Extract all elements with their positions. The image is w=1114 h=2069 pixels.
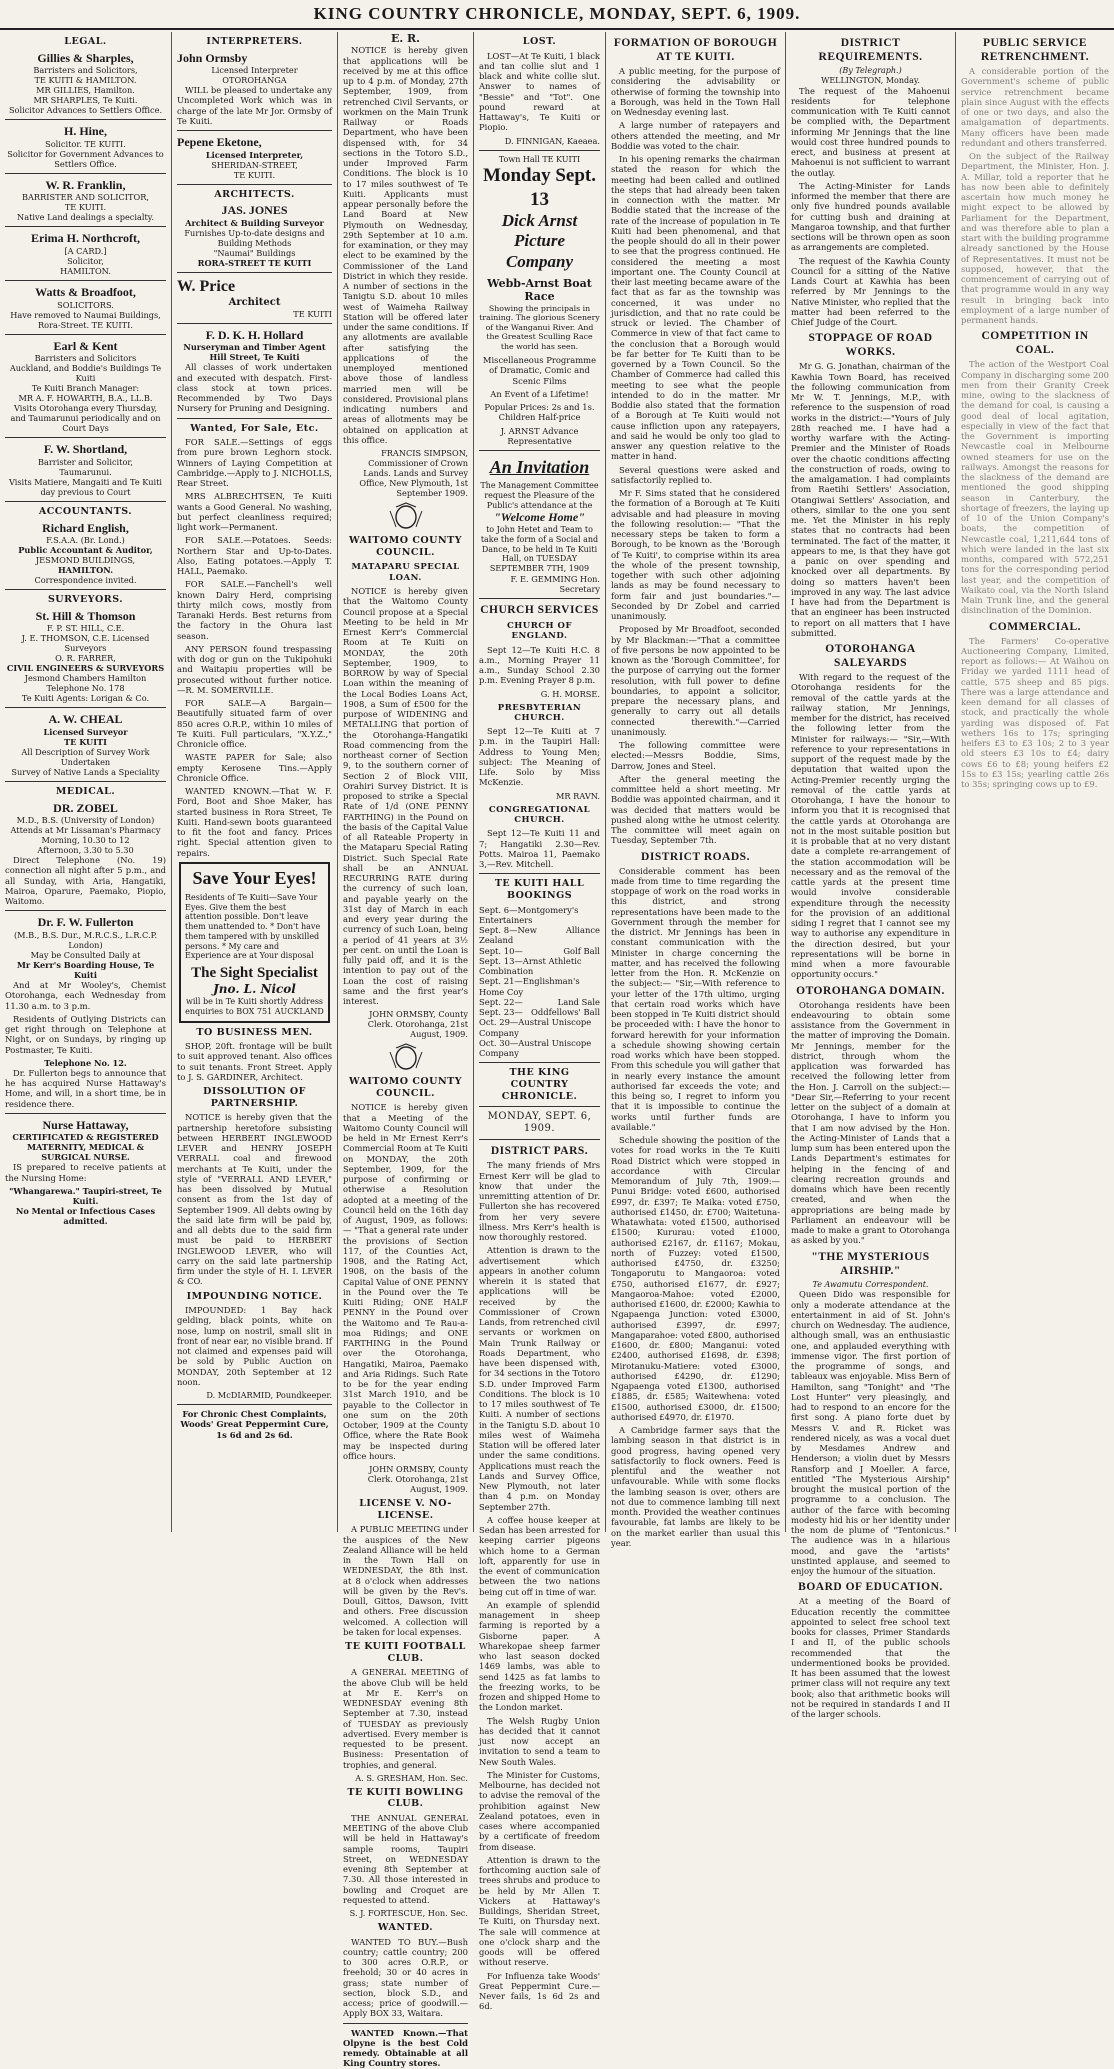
retrenchment-heading: PUBLIC SERVICE RETRENCHMENT.	[980, 37, 1090, 64]
booking-row	[479, 1038, 600, 1059]
card-line: MR A. F. HOWARTH, B.A., LL.B.	[18, 393, 153, 404]
column-7: PUBLIC SERVICE RETRENCHMENT. A considerable portion of the Government's scheme of public service retrenchment became plain since August with the effects of one or two days, and also the amalgamation of departments. Many officers have been made redundant and others transferred. On the subject of the Railway Department, the Minister, Hon. J. A. Millar, told a reporter that he has now been able to definitely ascertain how much money he might expect to be allowed by Parliament for the Department, and was therefore able to plan a start with the building programme already sanctioned by the House of Representatives. It must not be supposed, however, that the commencement of carrying out of that programme would in any way result in bringing back into employment of a large number of permanent hands. COMPETITION IN COAL. The action of the Westport Coal Company in discharging some 200 men from their Granity Creek mine, owing to the slackness of the demand for coal, is causing a good deal of local agitation, especially in view of the fact that the Government is importing Newcastle coal in Melbourne owned steamers for use on the railways. Amongst the reasons for the slackness of the demand are mentioned the good shipping season in Canterbury, the shortage of freezers, the laying up of 10 of the Union Company's boats, the competition of Newcastle coal, 1,211,644 tons of which were landed in the last six months, compared with 572,251 tons for the corresponding period last year, and the competition of Waikato coal, via the North Island Main Trunk line, and the general disinclination of the Dominion. COMMERCIAL. The Farmers' Co-operative Auctioneering Company, Limited, report as follows:— At Waihou on Friday we yarded 1111 head of cattle, 575 sheep and 85 pigs. There was a large attendance and keen demand for all classes of stock, and practically the whole yarding was disposed of. Fat wethers 16s to 17s; springing heifers £3 to £3 10s; 2 to 3 year old steers £3 10s to £4; dairy cows £6 to £8; young heifers £2 15s to £3 15s; yearling cattle 26s to 35s; springing cows up to £9.	[961, 37, 1109, 790]
booking-event: Oct. 29—Austral Uniscope Company	[479, 1017, 592, 1038]
paragraph: The Acting-Minister for Lands informed the member that there are only five hundred pounds available for cutting bush and draining at Mangaroa township, and that further sections will be thrown open as soon as arrangements are completed.	[791, 180, 950, 253]
paragraph: The request of the Kawhia County Council for a sitting of the Native Lands Court at Kawhia has been referred by Mr Jennings to the Native Minister, who replied that the matter had been referred to the Chief Judge of the Court.	[791, 255, 950, 328]
section-impounding: IMPOUNDING NOTICE.	[186, 1290, 323, 1302]
section-architects: ARCHITECTS.	[214, 188, 295, 200]
card-line: Te Kuiti Branch Manager:	[31, 383, 140, 394]
card-fullerton: Dr. F. W. Fullerton (M.B., B.S. Dur., M.R.C.S., L.R.C.P. London) May be Consulted Daily at Mr Kerr's Boarding House, Te Kuiti And at Mr Wooley's, Chemist Otorohanga, each Wednesday from 11.30 a.m. to 3 p.m. Residents of Outlying Districts can get right through on Telephone at Night, or on Sundays, by ringing up Postmaster, Te Kuiti. Telephone No. 12. Dr. Fullerton begs to announce that he has acquired Nurse Hattaway's Home, and will, in a short time, be in residence there.	[5, 915, 166, 1109]
card-ormsby: John Ormsby Licensed Interpreter OTOROHANGA WILL be pleased to undertake any Uncompleted Work which was in charge of the late Mr Jor. Ormsby of Te Kuiti.	[177, 50, 332, 126]
card-line: Have removed to Naumai Buildings,	[10, 309, 161, 320]
paragraph: The Minister for Customs, Melbourne, has decided not to advise the removal of the prohibition against New Zealand potatoes, even in cases where accompanied by a certificate of freedom from disease.	[479, 1769, 600, 1852]
classified-ad: WASTE PAPER for Sale; also empty Kerosene Tins.—Apply Chronicle Office.	[177, 752, 332, 783]
paper-name: THE KING COUNTRY CHRONICLE.	[501, 1067, 578, 1102]
card-name: F. W. Shortland,	[43, 442, 128, 457]
education-heading: BOARD OF EDUCATION.	[798, 1581, 943, 1594]
bowling-heading: TE KUITI BOWLING CLUB.	[347, 1786, 464, 1810]
paragraph: A Cambridge farmer says that the lambing season in that district is in good progress, having opened very satisfactorily to flock owners. Feed is plentiful and the weather not unfavourable. While with some flocks the lambing season is over, others are not due to commence lambing till next month. Provided the weather continues favourable, fat lambs are likely to be on the market earlier than usual this year.	[611, 1425, 780, 1548]
picture-company-ad: Town Hall TE KUITI Monday Sept. 13 Dick Arnst Picture Company Webb-Arnst Boat Race Showing the principals in training. The glorious Scenery of the Wanganui River. And the Greatest Sculling Race the world has seen. Miscellaneous Programme of Dramatic, Comic and Scenic Films An Event of a Lifetime! Popular Prices: 2s and 1s. Children Half-price J. ARNST Advance Representative	[479, 154, 600, 446]
mataparu-loan-text: NOTICE is hereby given that the Waitomo County Council propose at a Special Meeting to be held in Mr Ernest Kerr's Commercial Room at Te Kuiti on MONDAY, the 20th September, 1909, to BORROW by way of Special Loan within the meaning of the Local Bodies Loans Act, 1908, a Sum of £500 for the purpose of WIDENING and METALLING that portion of the Otorohanga-Hangatiki Road commencing from the northeast corner of Section 9, to the southern corner of Section 2 of Block VIII, Orahiri Survey District. It is proposed to strike a Special Rate of 1/d (ONE PENNY FARTHING) in the Pound on the basis of the Capital Value of all Rateable Property in the Mataparu Special Rating District. Such Special Rate shall be an ANNUAL RECURRING RATE during the currency of such loan, and payable yearly on the 31st day of March in each and every year during the currency of such Loan, being a period of 41 years at 3½ per cent. on until the Loan is fully paid off, and it is the intention to pay out of the Loan the cost of raising same and the first year's interest.	[343, 586, 468, 1007]
district-pars-heading: DISTRICT PARS.	[490, 1145, 589, 1158]
card-line: Barristers and Solicitors,	[33, 65, 138, 76]
section-accountants: ACCOUNTANTS.	[38, 505, 133, 517]
section-medical: MEDICAL.	[55, 785, 116, 797]
card-line: Solicitor for Government Advances to Settlers Office.	[7, 148, 164, 169]
paragraph: A public meeting, for the purpose of considering the advisability or otherwise of forming the township into a Borough, was held in the Town Hall on Wednesday evening last.	[611, 66, 780, 118]
hall-bookings-heading: TE KUITI HALL BOOKINGS	[494, 878, 585, 902]
column-2: INTERPRETERS. John Ormsby Licensed Interpreter OTOROHANGA WILL be pleased to undertake any Uncompleted Work which was in charge of the late Mr Jor. Ormsby of Te Kuiti. Pepene Eketone, Licensed Interpreter, SHERIDAN-STREET, TE KUITI. ARCHITECTS. JAS. JONES Architect & Building Surveyor Furnishes Up-to-date designs and Building Methods "Naumai" Buildings RORA-STREET TE KUITI W. Price Architect TE KUITI F. D. K. H. Hollard Nurseryman and Timber Agent Hill Street, Te Kuiti All classes of work undertaken and executed with despatch. First-class stock at town prices. Recommended by Two Days Nursery for Pruning and Designing. Wanted, For Sale, Etc. FOR SALE.—Settings of eggs from pure brown Leghorn stock. Winners of Laying Competition at Cambridge.—Apply to J. NICHOLLS, Rear Street. MRS ALBRECHTSEN, Te Kuiti wants a Good General. No washing, but perfect cleanliness required; light work—Permanent. FOR SALE.—Potatoes. Seeds: Northern Star and Up-to-Dates. Also, Eating potatoes.—Apply T. HALL, Paemako. FOR SALE.—Fanchell's well known Dairy Herd, comprising thirty milch cows, mostly from Taranaki Herds. Best returns from the factory in the Ohura last season. ANY PERSON found trespassing with dog or gun on the Tukipohuki and Waitapiu properties will be prosecuted without further notice.—R. M. SOMERVILLE. FOR SALE—A Bargain—Beautifully situated farm of over 850 acres O.R.P., within 10 miles of Te Kuiti. Full particulars, "X.Y.Z.," Chronicle office. WASTE PAPER for Sale; also empty Kerosene Tins.—Apply Chronicle Office. WANTED KNOWN.—That W. F. Ford, Boot and Shoe Maker, has started business in Rora Street, Te Kuiti. Hand-sewn boots guaranteed to fit the foot and fancy. Prices right. Special attention given to repairs. Save Your Eyes! Residents of Te Kuiti—Save Your Eyes. Give them the best attention possible. Don't leave them unattended to. * Don't have them tampered with by unskilled persons. * My care and Experience are at Your disposal The Sight Specialist Jno. L. Nicol will be in Te Kuiti shortly Address enquiries to BOX 751 AUCKLAND TO BUSINESS MEN. SHOP, 20ft. frontage will be built to suit approved tenant. Also offices to suit tenants. Front Street. Apply to J. S. GARDINER, Architect. DISSOLUTION OF PARTNERSHIP. NOTICE is hereby given that the partnership heretofore subsisting between HERBERT INGLEWOOD LEVER and HENRY JOSEPH VERRALL coal and firewood merchants at Te Kuiti, under the style of "VERRALL AND LEVER," has been dissolved by Mutual consent as from the 1st day of September 1909. All debts owing by the said late firm will be paid by, and all debts due to the said firm must be paid to HERBERT INGLEWOOD LEVER, who will carry on the said late partnership firm under the style of H. I. LEVER & CO. IMPOUNDING NOTICE. IMPOUNDED: 1 Bay hack gelding, black points, white on nose, lump on nostril, small slit in front of near ear, no visible brand. If not claimed and expenses paid will be sold by Public Auction on MONDAY, 20th September at 12 noon. D. McDIARMID, Poundkeeper. For Chronic Chest Complaints, Woods' Great Peppermint Cure, 1s 6d and 2s 6d.	[172, 32, 338, 1532]
card-jones: JAS. JONES Architect & Building Surveyor Furnishes Up-to-date designs and Building Methods "Naumai" Buildings RORA-STREET TE KUITI	[184, 203, 325, 269]
card-english: Richard English, F.S.A.A. (Br. Lond.) Public Accountant & Auditor, JESMOND BUILDINGS, HAMILTON. Correspondence invited.	[18, 520, 153, 586]
card-line: SOLICITORS.	[57, 299, 114, 310]
legal-card	[5, 51, 166, 116]
stoppage-heading: STOPPAGE OF ROAD WORKS.	[808, 332, 933, 359]
card-line: Barrister and Solicitor,	[37, 456, 133, 467]
airship-heading: "THE MYSTERIOUS AIRSHIP."	[811, 1250, 930, 1277]
district-roads-heading: DISTRICT ROADS.	[641, 850, 750, 863]
card-name: H. Hine,	[63, 124, 107, 139]
card-line: Auckland, and Boddie's Buildings Te Kuiti	[9, 363, 162, 384]
classified-ad: WANTED KNOWN.—That W. F. Ford, Boot and Shoe Maker, has started business in Rora Street, Te Kuiti. Hand-sewn boots guaranteed to fit the foot and fancy. Prices right. Special attention given to repairs.	[177, 786, 332, 858]
paragraph: Proposed by Mr Broadfoot, seconded by Mr Blackman:—"That a committee of five persons be now appointed to be known as the 'Borough Committee', for the purpose of carrying out the former resolution, with full power to define boundaries, to appoint a solicitor, prepare the necessary plans, and generally to carry out all details connected therewith."—Carried unanimously.	[611, 624, 780, 737]
license-heading: LICENSE V. NO-LICENSE.	[359, 1498, 452, 1521]
borough-article	[611, 66, 780, 846]
booking-row	[479, 905, 600, 926]
paragraph: A large number of ratepayers and others attended the meeting, and Mr Boddie was voted to the chair.	[611, 120, 780, 151]
classified-ad: ANY PERSON found trespassing with dog or gun on the Tukipohuki and Waitapiu properties will be prosecuted without further notice.—R. M. SOMERVILLE.	[177, 643, 332, 695]
section-interpreters: INTERPRETERS.	[206, 36, 303, 47]
save-your-eyes-ad: Save Your Eyes! Residents of Te Kuiti—Save Your Eyes. Give them the best attention possible. Don't leave them unattended to. * Don't have them tampered with by unskilled persons. * My care and Experience are at Your disposal The Sight Specialist Jno. L. Nicol will be in Te Kuiti shortly Address enquiries to BOX 751 AUCKLAND	[179, 862, 330, 1023]
section-dissolution: DISSOLUTION OF PARTNERSHIP.	[203, 1086, 306, 1109]
paper-date: MONDAY, SEPT. 6, 1909.	[487, 1111, 592, 1135]
crest-icon	[386, 501, 426, 531]
legal-card	[5, 339, 166, 434]
section-surveyors: SURVEYORS.	[47, 594, 124, 606]
paragraph: In his opening remarks the chairman stated the reason for which the meeting had been called and outlined the steps that had already been taken in connection with the matter. Mr Boddie stated that the increase of the rate of the increase of population in Te Kuiti had been phenomenal, and that the people should do all in their power to see that the progress continued. He considered the meeting a most important one. The County Council at their last meeting became aware of the fact that as far as the township was concerned, it was under no jurisdiction, and that no rate could be struck or levied. The Chamber of Commerce in view of that fact came to the conclusion that a Borough would be far better for Te Kuiti than to be governed by a Town Council. So the Chamber of Commerce had called this meeting to see what the people intended to do in the matter. Mr Boddie also stated that the formation of a Borough at Te Kuiti would not cause infliction upon any ratepayers, and said he would be only too glad to answer any question relative to the matter in hand.	[611, 154, 780, 462]
legal-card	[5, 124, 166, 169]
section-business-men: TO BUSINESS MEN.	[196, 1026, 313, 1038]
paragraph: The request of the Mahoenui residents for telephone communication with Te Kuiti cannot be complied with, the Department informing Mr Jennings that the line would cost three hundred pounds to erect, and business at present at Mahoenui is not sufficient to warrant the outlay.	[791, 85, 950, 178]
card-line: Solicitor. TE KUITI.	[45, 138, 126, 149]
legal-card	[5, 442, 166, 497]
paragraph: After the general meeting the committee held a short meeting. Mr Boddie was appointed chairman, and it was decided that matters would be pushed along withe he utmost celerity. The committee will meet again on Tuesday, September 7th.	[611, 773, 780, 846]
booking-detail: Golf Ball	[563, 945, 600, 956]
booking-event: Sept. 13—Arnst Athletic Combination	[479, 955, 582, 977]
booking-row	[479, 997, 600, 1007]
booking-row	[479, 956, 600, 977]
booking-detail: Oddfellows' Ball	[531, 1007, 600, 1018]
legal-card	[5, 178, 166, 223]
column-1	[0, 32, 172, 1532]
church-services-heading: CHURCH SERVICES	[480, 603, 599, 616]
card-eketone: Pepene Eketone, Licensed Interpreter, SHERIDAN-STREET, TE KUITI.	[177, 135, 304, 180]
card-line: BARRISTER AND SOLICITOR,	[22, 192, 149, 203]
paragraph: A coffee house keeper at Sedan has been arrested for keeping carrier pigeons which home to a German loft, apparently for use in the event of communication between the two nations being cut off in time of war.	[479, 1514, 600, 1597]
card-hattaway: Nurse Hattaway, CERTIFICATED & REGISTERED MATERNITY, MEDICAL & SURGICAL NURSE. IS prepared to receive patients at the Nursing Home: "Whangarewa." Taupiri-street, Te Kuiti. No Mental or Infectious Cases admitted.	[5, 1117, 166, 1226]
olpyne-ad: WANTED Known.—That Olpyne is the best Cold remedy. Obtainable at all King Country stores.	[343, 2027, 468, 2069]
borough-heading: FORMATION OF BOROUGH AT TE KUITI.	[613, 37, 778, 64]
booking-event: Sept. 21—Englishman's Home Coy	[479, 976, 580, 997]
card-line: HAMILTON.	[60, 266, 111, 277]
paragraph: For Influenza take Woods' Great Peppermint Cure.—Never fails, 1s 6d 2s and 6d.	[479, 1970, 600, 2012]
general-rate-text: NOTICE is hereby given that a Meeting of the Waitomo County Council will be held in Mr Ernest Kerr's Commercial Room at Te Kuiti on MONDAY, the 20th September, 1909, for the purpose of confirming or otherwise a Resolution adopted at a meeting of the Council held on the 16th day of August, 1909, as follows:— "That a general rate under the provisions of Section 117, of the Counties Act, 1908, and the Rating Act, 1908, on the basis of the Capital Value of ONE PENNY in the Pound over the Te Kuiti Riding; ONE HALF PENNY in the Pound over the Waitomo and Te Rau-a-moa Ridings; and ONE FARTHING in the Pound over the Otorohanga, Hangatiki, Mairoa, Paemako and Aria Ridings. Such Rate to be for the year ending 31st March 1910, and be payable to the Collector in one sum on the 20th October, 1909 at the County Office, where the Rate Book may be inspected during office hours.	[343, 1102, 468, 1461]
paragraph: The following committee were elected:—Messrs Boddie, Sims, Darrow, Jones and Steel.	[611, 740, 780, 771]
card-line: Rora-Street. TE KUITI.	[38, 319, 133, 330]
card-line: Solicitor,	[67, 256, 104, 267]
card-line: TE KUITI.	[64, 202, 107, 213]
classified-ads	[177, 437, 332, 858]
peppermint-ad: For Chronic Chest Complaints, Woods' Great Peppermint Cure, 1s 6d and 2s 6d.	[180, 1409, 329, 1440]
paragraph: Schedule showing the position of the votes for road works in the Te Kuiti Road District which were stopped in accordance with Circular Memorandum of July 7th, 1909:— Punui Bridge: voted £600, authorised £997, dr. £397; Te Maika: voted £750, authorised £1450, dr. £700; Waitetuna-Whatawhata: voted £1500, authorised £1500; Kururau: voted £1000, authorised £2167, dr. £1167; Mokau, north of Fuzzey: voted £1500, authorised £4750, dr. £3250; Tongaporutu to Mangaoroa: voted £750, authorised £1677, dr. £927; Mangaoroa-Mahoe: voted £2000, authorised £1600, dr. £2000; Kawhia to Ngapaenga Junction: voted £3000, authorised £3997, dr. £997; Mangaparahoe: voted £800, authorised £1600, dr. £800; Manganui: voted £2400, authorised £1698, dr. £398; Mirotanuku-Matiere: voted £3000, authorised £4290, dr. £1290; Ngapaenga voted £1300, authorised £1885, dr. £585; Waitewhena: voted £1500, authorised £3000, dr. £1500; authorised £4970, dr. £1970.	[611, 1135, 780, 1422]
card-line: MR SHARPLES, Te Kuiti.	[33, 95, 138, 106]
paragraph: Considerable comment has been made from time to time regarding the stoppage of work on the road works in this district, and strong representations have been made to the Government through the member for the district. Mr Jennings has been in constant communication with the Minister in charge concerning the matter, and has received the following letter from the Hon. R. McKenzie on the subject:— "Sir,—With reference to your letter of the 17th ultimo, urging that certain road works which have been stopped in Te Kuiti district should be proceeded with: I have the honor to forward herewith for your information a schedule showing showing certain road works which have been stopped. From this schedule you will gather that in nearly every instance the amount authorised far exceeds the vote; and this being so, I regret to inform you that it is impossible to continue the works until further funds are available."	[611, 865, 780, 1132]
invitation-ad: An Invitation The Management Committee request the Pleasure of the Public's attendance at the "Welcome Home" to John Hetet and Team to take the form of a Social and Dance, to be held in Te Kuiti Hall, on TUESDAY SEPTEMBER 7TH, 1909 F. E. GEMMING Hon. Secretary	[480, 457, 600, 594]
card-line: Visits Matiere, Mangaiti and Te Kuiti day previous to Court	[8, 476, 163, 497]
wanted-heading: WANTED.	[377, 1922, 434, 1934]
card-line: Solicitor Advances to Settlers Office.	[8, 105, 163, 116]
district-roads-article	[611, 866, 780, 1549]
impounding-text: IMPOUNDED: 1 Bay hack gelding, black points, white on nose, lump on nostril, small slit in front of near ear, no visible brand. If not claimed and expenses paid will be sold by Public Auction on MONDAY, 20th September at 12 noon.	[177, 1305, 332, 1387]
district-requirements-heading: DISTRICT REQUIREMENTS.	[818, 37, 923, 64]
waitomo-council-heading-1: WAITOMO COUNTY COUNCIL.	[349, 535, 462, 558]
legal-card	[5, 231, 166, 276]
booking-row	[479, 1007, 600, 1017]
card-name: W. R. Franklin,	[45, 177, 126, 192]
classified-ad: MRS ALBRECHTSEN, Te Kuiti wants a Good General. No washing, but perfect cleanliness required; light work—Permanent.	[177, 491, 332, 533]
classified-ad: FOR SALE—A Bargain—Beautifully situated farm of over 850 acres O.R.P., within 10 miles of Te Kuiti. Full particulars, "X.Y.Z.," Chronicle office.	[177, 698, 332, 750]
classified-ad: FOR SALE.—Potatoes. Seeds: Northern Star and Up-to-Dates. Also, Eating potatoes.—Apply T. HALL, Paemako.	[177, 535, 332, 577]
paragraph: Attention is drawn to the forthcoming auction sale of trees shrubs and produce to be held by Mr Allen T. Vickers at Hattaway's Buildings, Sheridan Street, Te Kuiti, on Thursday next. The sale will commence at one o'clock sharp and the goods will be offered without reserve.	[479, 1854, 600, 1968]
hall-bookings-list	[479, 905, 600, 1059]
booking-event: Sept. 10—	[479, 945, 523, 956]
retrenchment-article	[961, 66, 1109, 325]
paragraph: Mr F. Sims stated that he considered the formation of a Borough at Te Kuiti advisable and had pleasure in moving the following resolution:— "That the necessary steps be taken to form a Borough, to be known as the 'Borough of Te Kuiti', to comprise within its area the whole of the present township, together with such other adjoining lands as may be found necessary to form fair and just boundaries."—Seconded by Dr Zobel and carried unanimously.	[611, 488, 780, 622]
column-5	[606, 32, 786, 1548]
card-name: Earl & Kent	[53, 338, 118, 353]
crest-icon	[386, 1042, 426, 1072]
card-line: Native Land dealings a specialty.	[17, 212, 154, 223]
classified-ad: FOR SALE.—Settings of eggs from pure brown Leghorn stock. Winners of Laying Competition at Cambridge.—Apply to J. NICHOLLS, Rear Street.	[177, 437, 332, 489]
booking-detail: Land Sale	[557, 996, 600, 1007]
domain-heading: OTOROHANGA DOMAIN.	[796, 984, 945, 997]
booking-event: Sept. 8—New Zealand	[479, 925, 537, 946]
booking-row	[479, 925, 600, 946]
booking-row	[479, 1017, 600, 1038]
card-cheal: A. W. CHEAL Licensed Surveyor TE KUITI All Description of Survey Work Undertaken Survey of Native Lands a Speciality	[11, 712, 160, 777]
crown-lands-notice: NOTICE is hereby given that applications will be received by me at this office up to 4 p.m. of Monday, 27th September, 1909, from retrenched Civil Servants, or workmen on the Main Trunk Railway or Roads Department, who have been dispensed with, for 34 sections in the Totoro S.D., under Improved Farm Conditions. The block is 10 to 17 miles southwest of Te Kuiti. Applicants must appear personally before the Land Board at New Plymouth on Wednesday, 29th September at 10 a.m. for examination, or they may elect to be examined by the Commissioner of the Land District in which they reside. A number of sections in the Tanigtu S.D. about 10 miles west of Waimeha Railway Station will be offered later under the same conditions. If any allotments are available after satisfying the applications of the unemployed mentioned above those of landless married men will be considered. Provisional plans indicating numbers and areas of allotments may be obtained on application at this office.	[343, 45, 468, 445]
paragraph: On the subject of the Railway Department, the Minister, Hon. J. A. Millar, told a reporter that he has now been able to definitely ascertain how much money he might expect to be allowed by Parliament for the Department, and was therefore able to plan a start with the building programme already sanctioned by the House of Representatives. It must not be supposed, however, that the commencement of carrying out of that programme would in any way result in bringing back into employment of a large number of permanent hands.	[961, 151, 1109, 326]
card-name: Watts & Broadfoot,	[35, 285, 136, 300]
card-hollard: F. D. K. H. Hollard Nurseryman and Timber Agent Hill Street, Te Kuiti All classes of work undertaken and executed with despatch. First-class stock at town prices. Recommended by Two Days Nursery for Pruning and Designing.	[177, 327, 332, 414]
paragraph: The many friends of Mrs Ernest Kerr will be glad to know that under the unremitting attention of Dr. Fullerton she has recovered from her very severe illness. Mrs Kerr's health is now thoroughly restored.	[479, 1160, 600, 1243]
paragraph: An example of splendid management in sheep farming is reported by a Gisborne paper. A Wharekopae sheep farmer who last season docked 1469 lambs, was able to send 1425 as fat lambs to the freezing works, to be frozen and shipped Home to the London market.	[479, 1599, 600, 1713]
card-line: Barristers and Solicitors	[34, 353, 137, 364]
card-name: Gillies & Sharples,	[37, 50, 134, 65]
column-3: E. R. NOTICE is hereby given that applications will be received by me at this office up to 4 p.m. of Monday, 27th September, 1909, from retrenched Civil Servants, or workmen on the Main Trunk Railway or Roads Department, who have been dispensed with, for 34 sections in the Totoro S.D., under Improved Farm Conditions. The block is 10 to 17 miles southwest of Te Kuiti. Applicants must appear personally before the Land Board at New Plymouth on Wednesday, 29th September at 10 a.m. for examination, or they may elect to be examined by the Commissioner of the Land District in which they reside. A number of sections in the Tanigtu S.D. about 10 miles west of Waimeha Railway Station will be offered later under the same conditions. If any allotments are available after satisfying the applications of the unemployed mentioned above those of landless married men will be considered. Provisional plans indicating numbers and areas of allotments may be obtained on application at this office. FRANCIS SIMPSON, Commissioner of Crown Lands. Lands and Survey Office, New Plymouth, 1st September 1909. WAITOMO COUNTY COUNCIL. MATAPARU SPECIAL LOAN. NOTICE is hereby given that the Waitomo County Council propose at a Special Meeting to be held in Mr Ernest Kerr's Commercial Room at Te Kuiti on MONDAY, the 20th September, 1909, to BORROW by way of Special Loan within the meaning of the Local Bodies Loans Act, 1908, a Sum of £500 for the purpose of WIDENING and METALLING that portion of the Otorohanga-Hangatiki Road commencing from the northeast corner of Section 9, to the southern corner of Section 2 of Block VIII, Orahiri Survey District. It is proposed to strike a Special Rate of 1/d (ONE PENNY FARTHING) in the Pound on the basis of the Capital Value of all Rateable Property in the Mataparu Special Rating District. Such Special Rate shall be an ANNUAL RECURRING RATE during the currency of such loan, and payable yearly on the 31st day of March in each and every year during the currency of such Loan, being a period of 41 years at 3½ per cent. on until the Loan is fully paid off, and it is the intention to pay out of the Loan the cost of raising same and the first year's interest. JOHN ORMSBY, County Clerk. Otorohanga, 21st August, 1909. WAITOMO COUNTY COUNCIL. NOTICE is hereby given that a Meeting of the Waitomo County Council will be held in Mr Ernest Kerr's Commercial Room at Te Kuiti on MONDAY, the 20th September, 1909, for the purpose of confirming or otherwise a Resolution adopted at a meeting of the Council held on the 16th day of August, 1909, as follows:— "That a general rate under the provisions of Section 117, of the Counties Act, 1908, and the Rating Act, 1908, on the basis of the Capital Value of ONE PENNY in the Pound over the Te Kuiti Riding; ONE HALF PENNY in the Pound over the Waitomo and Te Rau-a-moa Ridings; and ONE FARTHING in the Pound over the Otorohanga, Hangatiki, Mairoa, Paemako and Aria Ridings. Such Rate to be for the year ending 31st March 1910, and be payable to the Collector in one sum on the 20th October, 1909 at the County Office, where the Rate Book may be inspected during office hours. JOHN ORMSBY, County Clerk. Otorohanga, 21st August, 1909. LICENSE V. NO-LICENSE. A PUBLIC MEETING under the auspices of the New Zealand Alliance will be held in the Town Hall on WEDNESDAY, the 8th inst. at 8 o'clock when addresses will be given by the Rev's. Doull, Gittos, Dawson, Ivitt and others. Free discussion welcomed. A collection will be taken for local expenses. TE KUITI FOOTBALL CLUB. A GENERAL MEETING of the above Club will be held at Mr E. Kerr's on WEDNESDAY evening 8th September at 7.30, instead of TUESDAY as previously advertised. Every member is requested to be present. Business: Presentation of trophies, and general. A. S. GRESHAM, Hon. Sec. TE KUITI BOWLING CLUB. THE ANNUAL GENERAL MEETING of the above Club will be held in Hattaway's sample rooms, Taupiri Street, on WEDNESDAY evening 8th September at 7.30. All those interested in bowling and Croquet are requested to attend. S. J. FORTESCUE, Hon. Sec. WANTED. WANTED TO BUY.—Bush country; cattle country; 200 to 300 acres O.R.P., or freehold; 30 or 40 acres in grass; state number of section, block S.D., and access; price of goodwill.—Apply BOX 33, Waitara. WANTED Known.—That Olpyne is the best Cold remedy. Obtainable at all King Country stores.	[338, 32, 474, 1532]
booking-event: Sept. 6—Montgomery's Entertainers	[479, 904, 579, 925]
booking-detail: Alliance	[565, 925, 600, 936]
booking-row	[479, 946, 600, 956]
legal-card	[5, 285, 166, 330]
paragraph: The Welsh Rugby Union has decided that it cannot just now accept an invitation to send a team to New South Wales.	[479, 1715, 600, 1767]
lost-heading: LOST.	[522, 36, 557, 47]
district-requirements-article	[791, 86, 950, 328]
card-st-hill: St. Hill & Thomson F. P. ST. HILL, C.E. J. E. THOMSON, C.E. Licensed Surveyors O. R. FARRER, CIVIL ENGINEERS & SURVEYORS Jesmond Chambers Hamilton Telephone No. 178 Te Kuiti Agents: Lorigan & Co.	[6, 608, 165, 704]
section-wanted-for-sale: Wanted, For Sale, Etc.	[190, 422, 319, 434]
coal-heading: COMPETITION IN COAL.	[981, 330, 1089, 357]
royal-cipher: E. R.	[390, 32, 420, 45]
paragraph: Several questions were asked and satisfactorily replied to.	[611, 464, 780, 485]
card-zobel: DR. ZOBEL M.D., B.S. (University of London) Attends at Mr Lissaman's Pharmacy Morning, 10.30 to 12 Afternoon, 3.30 to 5.30 Direct Telephone (No. 19) connection all night after 5 p.m., and all Sunday, with Aria, Hangatiki, Mairoa, Oparure, Paemako, Piopio, Waitomo.	[5, 800, 166, 907]
legal-cards	[5, 51, 166, 497]
section-legal: LEGAL.	[64, 36, 107, 47]
card-name: Erima H. Northcroft,	[30, 231, 141, 246]
classified-ad: FOR SALE.—Fanchell's well known Dairy Herd, comprising thirty milch cows, mostly from Taranaki Herds. Best returns from the factory in the Ohura last season.	[177, 579, 332, 641]
card-line: [A CARD.]	[64, 246, 107, 257]
masthead	[0, 2, 1114, 30]
district-pars	[479, 1160, 600, 2011]
card-line: TE KUITI & HAMILTON.	[34, 75, 137, 86]
column-6: DISTRICT REQUIREMENTS. (By Telegraph.) WELLINGTON, Monday. The request of the Mahoenui residents for telephone communication with Te Kuiti cannot be complied with, the Department informing Mr Jennings that the line would cost three hundred pounds to erect, and business at present at Mahoenui is not sufficient to warrant the outlay. The Acting-Minister for Lands informed the member that there are only five hundred pounds available for cutting bush and draining at Mangaroa township, and that further sections will be thrown open as soon as arrangements are completed. The request of the Kawhia County Council for a sitting of the Native Lands Court at Kawhia has been referred by Mr Jennings to the Native Minister, who replied that the matter had been referred to the Chief Judge of the Court. STOPPAGE OF ROAD WORKS. Mr G. G. Jonathan, chairman of the Kawhia Town Board, has received the following communication from Mr W. T. Jennings, M.P., with reference to the suspension of road works in the district:—"Yours of July 28th reached me. I have had a worthy warfare with the Acting-Premier and the Minister of Roads over the chaotic conditions affecting the construction of roads, owing to the amalgamation. I had complaints from Raetihi Settlers' Association, Otangiwai Settlers' Association, and others, similar to the one you sent me. Yet the Minister in his reply states that no contracts had been terminated. The fact of the matter, it appears to me, is that they have got a panic on over spending and knocked over all departments. By doing so matters haven't been improved in any way. The last advice I have had from the Department is that an engineer has been instructed to report on all matters that I have submitted. OTOROHANGA SALEYARDS With regard to the request of the Otorohanga residents for the removal of the cattle yards at the railway station, Mr Jennings, member for the district, has received the following letter from the Minister for railways:— "Sir,—With reference to your representations in support of the request made by the deputation that waited upon the Acting-Premier recently urging the removal of the cattle yards at Otorohanga, I have the honour to inform you that it is recognised that the cattle yards at Otorohanga are not in the most suitable position but it is probable that at no very distant date a complete re-arrangement of the station accommodation will be necessary and as the removal of the cattle yards at the present time would involve considerable expenditure through the necessity for the provision of an additional siding I regret that I cannot see my way to authorise any expenditure in the direction desired, but your representations will be borne in mind when a more favourable opportunity occurs." OTOROHANGA DOMAIN. Otorohanga residents have been endeavouring to obtain some assistance from the Government in the matter of improving the Domain. Mr Jennings, member for the district, through whom the application was forwarded has received the following letter from the Hon. J. Carroll on the subject:— "Dear Sir,—Referring to your recent letter on the subject of a domain at Otorohanga, I have to inform you that I am now advised by the Hon. the Acting-Minister of Lands that a lump sum has been entered upon the Lands Department's estimates for helping in the fencing of and clearing recreation grounds and domains which have been recently created, and when the appropriations are being made by Parliament an endeavour will be made to make a grant to Otorohanga as asked by you." "THE MYSTERIOUS AIRSHIP." Te Awamutu Correspondent. Queen Dido was responsible for only a moderate attendance at the entertainment in aid of St. John's church on Wednesday. The audience, although small, was an enthusiastic one, and applauded everything with immense vigor. The first portion of the programme of songs, and tableaux was enjoyable. Miss Bern of Hamilton, sang "Tonight" and "The Lost Hunter" very pleasingly, and had to respond to an encore for the first song. A piano forte duet by Messrs V. and R. Ricket was rendered nicely, as was a vocal duet by Mesdames Andrew and Henderson; a violin duet by Messrs Ransforp and J Moeller. A farce, entitled "The Mysterious Airship" brought the musical portion of the programme to a conclusion. The author of the farce with becoming modesty hid his or her identity under the nom de plume of "Tentonicus." The audience was in a hilarious mood, and gave the "artists" unstinted applause, and seemed to enjoy the humour of the situation. BOARD OF EDUCATION. At a meeting of the Board of Education recently the committee appointed to select free school text books for classes, Primer Standards I and II, of the public schools recommended that the undermentioned books be provided. It has been assumed that the lowest primer class will not require any text book; also that arithmetic books will not be required in standards I and II of the larger schools.	[786, 32, 956, 1532]
football-heading: TE KUITI FOOTBALL CLUB.	[345, 1641, 466, 1664]
card-line: Taumarunui.	[59, 466, 112, 477]
masthead-title: KING COUNTRY CHRONICLE, MONDAY, SEPT. 6, 1909.	[313, 4, 801, 23]
waitomo-council-heading-2: WAITOMO COUNTY COUNCIL.	[349, 1076, 462, 1099]
saleyards-heading: OTOROHANGA SALEYARDS	[825, 643, 916, 670]
column-4: LOST. LOST—At Te Kuiti, 1 black and tan collie slut and 1 black and white collie slut. Answer to names of "Bessie" and "Tot". One pound reward at Hattaway's, Te Kuiti or Piopio. D. FINNIGAN, Kaeaea. Town Hall TE KUITI Monday Sept. 13 Dick Arnst Picture Company Webb-Arnst Boat Race Showing the principals in training. The glorious Scenery of the Wanganui River. And the Greatest Sculling Race the world has seen. Miscellaneous Programme of Dramatic, Comic and Scenic Films An Event of a Lifetime! Popular Prices: 2s and 1s. Children Half-price J. ARNST Advance Representative An Invitation The Management Committee request the Pleasure of the Public's attendance at the "Welcome Home" to John Hetet and Team to take the form of a Social and Dance, to be held in Te Kuiti Hall, on TUESDAY SEPTEMBER 7TH, 1909 F. E. GEMMING Hon. Secretary CHURCH SERVICES CHURCH OF ENGLAND. Sept 12—Te Kuiti H.C. 8 a.m., Morning Prayer 11 a.m., Sunday School 2.30 p.m. Evening Prayer 8 p.m. G. H. MORSE. PRESBYTERIAN CHURCH. Sept 12—Te Kuiti at 7 p.m. in the Taupiri Hall: Address to Young Men; subject: The Meaning of Life. Solo by Miss McKenzie. MR RAVN. CONGREGATIONAL CHURCH. Sept 12—Te Kuiti 11 and 7; Hangatiki 2.30—Rev. Potts. Mairoa 11, Paemako 3,—Rev. Mitchell. TE KUITI HALL BOOKINGS Sept. 6—Montgomery's Entertainers Sept. 8—New Zealand Alliance Sept. 10— Golf Ball Sept. 13—Arnst Athletic Combination Sept. 21—Englishman's Home Coy Sept. 22— Land Sale Sept. 23— Oddfellows' Ball Oct. 29—Austral Uniscope Company Oct. 30—Austral Uniscope Company THE KING COUNTRY CHRONICLE. MONDAY, SEPT. 6, 1909. DISTRICT PARS. The many friends of Mrs Ernest Kerr will be glad to know that under the unremitting attention of Dr. Fullerton she has recovered from her very severe illness. Mrs Kerr's health is now thoroughly restored. Attention is drawn to the advertisement which appears in another column wherein it is stated that applications will be received by the Commissioner of Crown Lands, from retrenched civil servants or workmen on Main Trunk Railway or Roads Department, who have been dispensed with, for 34 sections in the Totoro S.D. under Improved Farm Conditions. The block is 10 to 17 miles southwest of Te Kuiti. A number of sections in the Tanigtu S.D. about 10 miles west of Waimeha Station will be offered later under the same conditions. Applications must reach the Lands and Survey Office, New Plymouth, not later than 4 p.m. on Monday September 27th. A coffee house keeper at Sedan has been arrested for keeping carrier pigeons which home to a German loft, apparently for use in the event of communication between the two nations being cut off in time of war. An example of splendid management in sheep farming is reported by a Gisborne paper. A Wharekopae sheep farmer who last season docked 1469 lambs, was able to send 1425 as fat lambs to the freezing works, to be frozen and shipped Home to the London market. The Welsh Rugby Union has decided that it cannot just now accept an invitation to send a team to New South Wales. The Minister for Customs, Melbourne, has decided not to advise the removal of the prohibition against New Zealand potatoes, even in cases where accompanied by a certificate of freedom from disease. Attention is drawn to the forthcoming auction sale of trees shrubs and produce to be held by Mr Allen T. Vickers at Hattaway's Buildings, Sheridan Street, Te Kuiti, on Thursday next. The sale will commence at one o'clock sharp and the goods will be offered without reserve. For Influenza take Woods' Great Peppermint Cure.—Never fails, 1s 6d 2s and 6d.	[474, 32, 606, 1532]
booking-event: Sept. 22—	[479, 996, 523, 1007]
booking-row	[479, 976, 600, 997]
shop-ad: SHOP, 20ft. frontage will be built to suit approved tenant. Also offices to suit tenants. Front Street. Apply to J. S. GARDINER, Architect.	[177, 1041, 332, 1082]
paragraph: Attention is drawn to the advertisement which appears in another column wherein it is stated that applications will be received by the Commissioner of Crown Lands, from retrenched civil servants or workmen on Main Trunk Railway or Roads Department, who have been dispensed with, for 34 sections in the Totoro S.D. under Improved Farm Conditions. The block is 10 to 17 miles southwest of Te Kuiti. A number of sections in the Tanigtu S.D. about 10 miles west of Waimeha Station will be offered later under the same conditions. Applications must reach the Lands and Survey Office, New Plymouth, not later than 4 p.m. on Monday September 27th.	[479, 1245, 600, 1512]
dissolution-text: NOTICE is hereby given that the partnership heretofore subsisting between HERBERT INGLEWOOD LEVER and HENRY JOSEPH VERRALL coal and firewood merchants at Te Kuiti, under the style of "VERRALL AND LEVER," has been dissolved by Mutual consent as from the 1st day of September 1909. All debts owing by the said late firm will be paid by, and all debts due to the said firm must be paid to HERBERT INGLEWOOD LEVER, who will carry on the said late partnership firm under the style of H. I. LEVER & CO.	[177, 1112, 332, 1287]
paragraph: A considerable portion of the Government's scheme of public service retrenchment became plain since August with the effects of one or two days, and also the amalgamation of departments. Many officers have been made redundant and others transferred.	[961, 66, 1109, 148]
card-price: W. Price Architect TE KUITI	[177, 278, 332, 319]
booking-event: Sept. 23—	[479, 1007, 523, 1018]
card-line: MR GILLIES, Hamilton.	[36, 85, 135, 96]
commercial-heading: COMMERCIAL.	[988, 620, 1082, 633]
booking-event: Oct. 30—Austral Uniscope Company	[479, 1037, 592, 1059]
card-line: Visits Otorohanga every Thursday, and Taumarunui periodically and on Court Days	[10, 403, 161, 434]
